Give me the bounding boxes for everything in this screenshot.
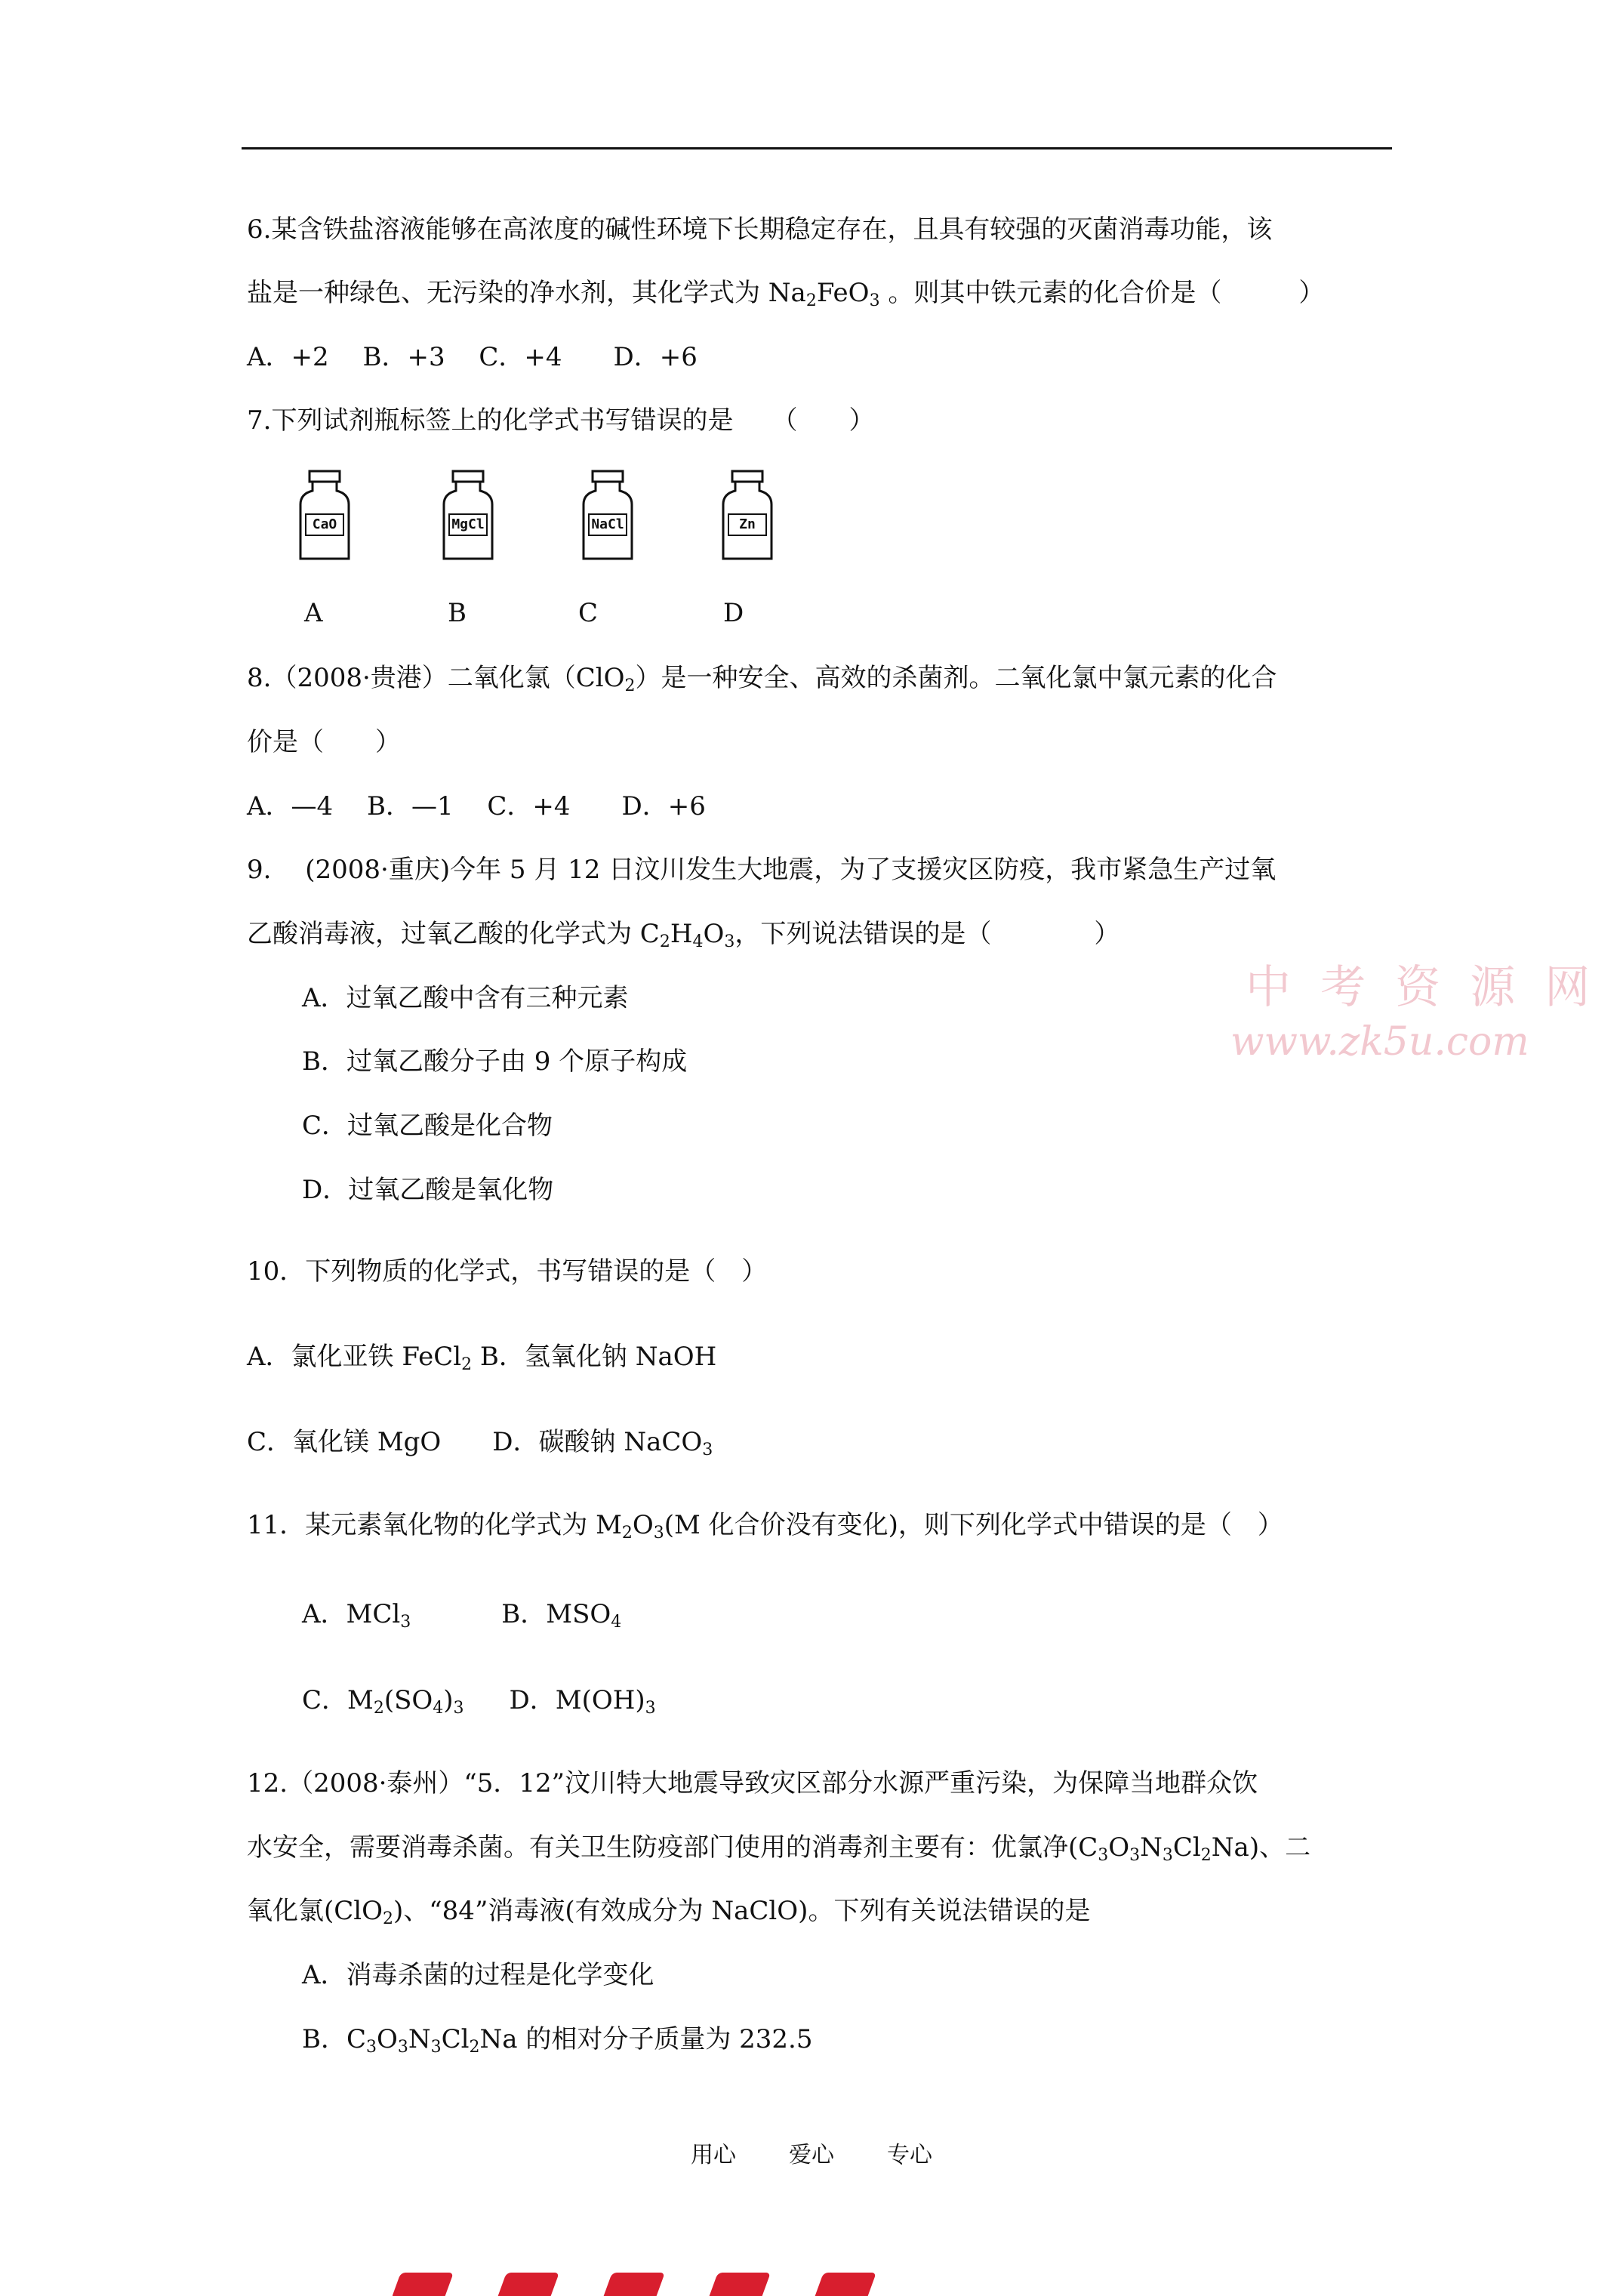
q12-line2: 水安全，需要消毒杀菌。有关卫生防疫部门使用的消毒剂主要有：优氯净$(C_3O_3N_3Cl_2Na)$、二 [247,1832,1311,1865]
bottle-label: NaCl [588,513,627,536]
footer-item-2: 爱心 [789,2142,834,2168]
watermark-title: 中 考 资 源 网 [1246,961,1598,1014]
q11-options-cd: C．$M_2(SO_4)_3$ D．$M(OH)_3$ [302,1685,656,1718]
reagent-bottles [294,468,823,574]
header-rule [242,147,1392,149]
bottle-d [717,468,778,565]
q9-option-c: C．过氧乙酸是化合物 [302,1111,553,1141]
q10-stem: 10．下列物质的化学式，书写错误的是（ ） [247,1256,768,1287]
q9-option-b: B．过氧乙酸分子由 9 个原子构成 [302,1046,688,1077]
bottle-a [294,468,355,565]
bottle-option-b: B [448,598,467,628]
q9-line1: 9. (2008·重庆)今年 5 月 12 日汶川发生大地震，为了支援灾区防疫，我市紧急生产过氧 [247,855,1277,885]
footer-item-3: 专心 [887,2142,932,2168]
bottle-label: Zn [728,513,767,536]
q8-line2: 价是（ ） [247,727,401,757]
q12-line1: 12.（2008·泰州）“5．12”汶川特大地震导致灾区部分水源严重污染，为保障当地群众饮 [247,1768,1258,1798]
q9-option-d: D．过氧乙酸是氧化物 [302,1175,554,1205]
q6-line1: 6.某含铁盐溶液能够在高浓度的碱性环境下长期稳定存在，且具有较强的灭菌消毒功能，该 [247,214,1273,245]
q6-line2: 盐是一种绿色、无污染的净水剂，其化学式为 $Na_2FeO_3$ 。则其中铁元素的化合价是（ ） [247,278,1325,310]
bottle-option-a: A [304,598,323,628]
q10-options-cd: C．氧化镁 MgO D．碳酸钠 NaCO$_3$ [247,1427,713,1459]
q12-option-a: A．消毒杀菌的过程是化学变化 [302,1960,654,1990]
q11-stem: 11．某元素氧化物的化学式为 $M_2O_3(M$ 化合价没有变化)，则下列化学式中错误的是（ ） [247,1510,1283,1542]
q12-line3: 氧化氯(ClO$_2$)、“84”消毒液(有效成分为 NaClO)。下列有关说法错误的是 [247,1896,1091,1928]
q8-line1: 8.（2008·贵港）二氧化氯（ClO$_2$）是一种安全、高效的杀菌剂。二氧化氯中氯元素的化合 [247,663,1277,695]
red-banner-fragment [393,2273,996,2296]
bottle-c [577,468,638,565]
q10-options-ab: A．氯化亚铁 FeCl$_2$ B．氢氧化钠 NaOH [247,1342,717,1374]
q7-stem: 7.下列试剂瓶标签上的化学式书写错误的是 （ ） [247,405,875,436]
q12-option-b: B．$C_3O_3N_3Cl_2Na$ 的相对分子质量为 232.5 [302,2024,813,2057]
bottle-b [438,468,498,565]
bottle-option-d: D [723,598,744,628]
watermark-url: www.zk5u.com [1230,1019,1529,1065]
footer-item-1: 用心 [691,2142,736,2168]
q8-options: A．—4 B．—1 C．+4 D．+6 [247,791,706,821]
q9-line2: 乙酸消毒液，过氧乙酸的化学式为 $C_2H_4O_3$，下列说法错误的是（ ） [247,919,1120,951]
q6-options: A．+2 B．+3 C．+4 D．+6 [247,342,698,372]
q11-options-ab: A．MCl$_3$ B．$MSO_4$ [302,1599,622,1632]
bottle-label: CaO [305,513,344,536]
q9-option-a: A．过氧乙酸中含有三种元素 [302,983,629,1013]
bottle-label: MgCl [448,513,488,536]
bottle-option-c: C [578,598,599,628]
